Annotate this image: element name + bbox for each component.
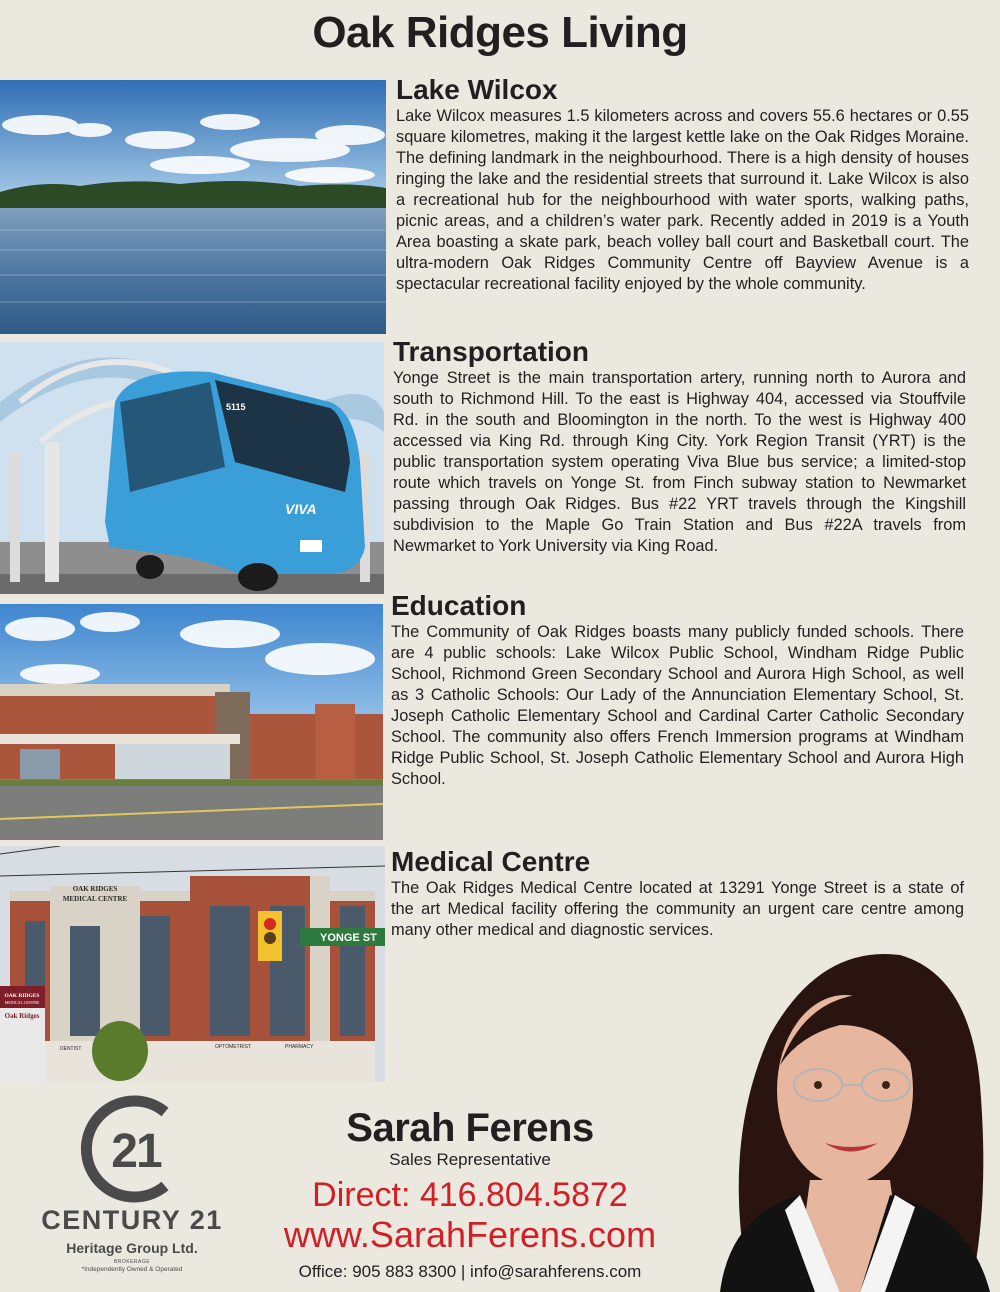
section-body: The Community of Oak Ridges boasts many publicly funded schools. There are 4 public schools: Lake Wilcox Public School, Windham Ridge Public School, Richmond Green Secondary School and Aurora High School, as well as 3 Catholic Schools: Our Lady of the Annunciation Elementary School, St. Joseph Catholic Elementary School and Cardinal Carter Catholic Secondary School. The community also offers French Immersion programs at Windham Ridge Public School, St. Joseph Catholic Elementary School and Aurora High School. <box>391 623 964 788</box>
century21-logo-number: 21 <box>111 1125 161 1178</box>
section-lake-wilcox <box>396 74 969 295</box>
section-heading: Transportation <box>393 336 590 367</box>
storefront-optometrist: OPTOMETRIST <box>215 1044 252 1050</box>
section-heading: Education <box>391 590 527 621</box>
agent-website-link[interactable]: www.SarahFerens.com <box>283 1214 657 1255</box>
medical-centre-photo <box>0 846 385 1082</box>
agent-direct-phone[interactable]: Direct: 416.804.5872 <box>312 1176 628 1214</box>
pylon-sign-line1: OAK RIDGES <box>4 993 40 999</box>
pylon-sign-line2: MEDICAL CENTRE <box>4 1000 40 1005</box>
pylon-sign-line3: Oak Ridges <box>4 1012 40 1020</box>
school-photo <box>0 604 383 840</box>
brokerage-name: CENTURY 21 <box>41 1205 223 1235</box>
agent-role: Sales Representative <box>389 1150 551 1169</box>
agent-portrait <box>690 945 1000 1292</box>
brokerage-note: *Independently Owned & Operated <box>81 1266 183 1273</box>
lake-wilcox-photo <box>0 80 386 334</box>
storefront-dentist: DENTIST <box>60 1046 82 1052</box>
century21-logo <box>20 1094 250 1209</box>
section-body: Lake Wilcox measures 1.5 kilometers across and covers 55.6 hectares or 0.55 square kilometres, making it the largest kettle lake on the Oak Ridges Moraine. The defining landmark in the neighbourhood. There is a high density of houses ringing the lake and the residential streets that surround it. Lake Wilcox is also a recreational hub for the neighbourhood with water sports, walking paths, picnic areas, and a children’s water park. Recently added in 2019 is a Youth Area boasting a skate park, beach volley ball court and Basketball court. The ultra-modern Oak Ridges Community Centre off Bayview Avenue is a spectacular recreational facility enjoyed by the whole community. <box>396 107 969 293</box>
bus-route-number: 5115 <box>226 402 246 412</box>
brokerage-type: BROKERAGE <box>113 1259 151 1265</box>
agent-name: Sarah Ferens <box>346 1106 594 1150</box>
section-heading: Medical Centre <box>391 846 591 877</box>
viva-logo: VIVA <box>285 501 317 517</box>
section-body: The Oak Ridges Medical Centre located at 13291 Yonge Street is a state of the art Medical facility offering the community an urgent care centre among many other medical and diagnostic services. <box>391 879 964 939</box>
brokerage-branch: Heritage Group Ltd. <box>66 1240 198 1256</box>
section-transportation <box>393 336 966 557</box>
storefront-pharmacy: PHARMACY <box>285 1044 314 1050</box>
viva-bus-photo <box>0 342 384 594</box>
building-sign-line1: OAK RIDGES <box>72 885 118 893</box>
section-body: Yonge Street is the main transportation artery, running north to Aurora and south to Richmond Hill. To the east is Highway 404, accessed via Stouffvile Rd. in the south and Bloomington in the north. To the west is Highway 400 accessed via King Rd. through King City. York Region Transit (YRT) is the public transportation system operating Viva Blue bus service; a limited-stop route which travels on Yonge St. from Finch subway station to Newmarket passing through Oak Ridges. Bus #22 YRT travels through the Kingshill subdivision to the Maple Go Train Station and Bus #22A travels from Newmarket to York University via King Road. <box>393 369 966 555</box>
section-medical-centre <box>391 846 964 941</box>
building-sign-line2: MEDICAL CENTRE <box>62 895 128 903</box>
agent-office-contact[interactable]: Office: 905 883 8300 | info@sarahferens.com <box>298 1262 642 1281</box>
yonge-st-sign: YONGE ST <box>320 932 377 944</box>
section-education <box>391 590 964 790</box>
page-title: Oak Ridges Living <box>312 8 688 57</box>
section-heading: Lake Wilcox <box>396 74 558 105</box>
